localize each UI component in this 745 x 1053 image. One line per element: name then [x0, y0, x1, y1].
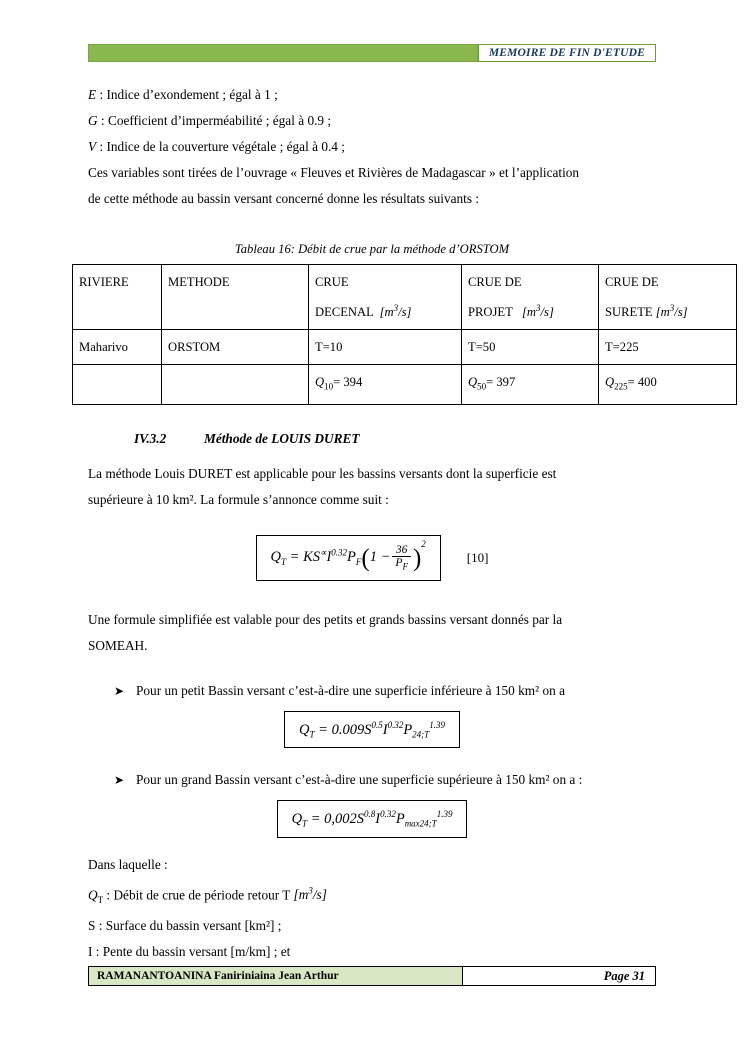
small-basin-formula-row [88, 711, 656, 749]
small-formula-exp-s: 0.5 [371, 719, 383, 730]
main-formula-paren-open: ( [361, 544, 370, 572]
large-basin-formula-row [88, 800, 656, 838]
q10-value: = 394 [333, 375, 363, 390]
cell-crue-projet-period: T=50 [462, 330, 599, 365]
header-crue-projet-line1: CRUE DE [468, 275, 522, 289]
q10-symbol: Q [315, 375, 325, 390]
small-formula-lhs-sub: T [309, 729, 315, 740]
large-formula-i: I [375, 811, 381, 828]
header-crue-projet-line2: PROJET [468, 305, 513, 320]
simplified-formula-line2: SOMEAH. [88, 637, 148, 653]
fraction-denominator-sub: F [402, 561, 408, 572]
small-formula-p-exp: 1.39 [429, 719, 445, 730]
table-header-row [73, 265, 737, 330]
small-formula-p: P [403, 721, 413, 738]
fraction-denominator-symbol: P [395, 556, 403, 569]
main-formula-exp-alpha: ∝ [320, 547, 327, 558]
main-formula-p: P [347, 548, 356, 565]
simplified-formula-line1: Une formule simplifiée est valable pour des petits et grands bassins versant donnés par la [88, 611, 563, 627]
q225-symbol: Q [605, 375, 615, 390]
cell-crue-decenal-period: T=10 [309, 330, 462, 365]
main-formula-lhs: Q [270, 548, 282, 565]
large-formula-exp-s: 0.8 [363, 809, 376, 820]
header-crue-surete-line2: SURETE [605, 305, 653, 320]
cell-crue-projet-value [462, 365, 599, 405]
table-header-crue-decenal [309, 265, 462, 330]
main-formula-fraction [392, 544, 411, 572]
variable-line-E [88, 82, 656, 108]
fraction-numerator: 36 [392, 544, 411, 557]
cell-crue-surete-period: T=225 [599, 330, 737, 365]
section-intro-line2: supérieure à 10 km². La formule s’annonce comme suit : [88, 491, 389, 507]
header-crue-projet-unit: $[m^3/s]$ [515, 303, 554, 320]
cell-methode: ORSTOM [162, 330, 309, 365]
bullet-arrow-icon: ➤ [114, 773, 125, 788]
table-row [73, 330, 737, 365]
variable-desc-E: : Indice d’exondement ; égal à 1 ; [96, 87, 278, 102]
main-formula-exp-i: 0.32 [331, 547, 348, 558]
bullet-large-basin-text: Pour un grand Bassin versant c’est-à-dire une superficie supérieure à 150 km² on a : [136, 772, 583, 788]
q10-subscript: 10 [324, 381, 334, 392]
bullet-arrow-icon: ➤ [114, 683, 125, 698]
legend-qt-unit: $[m^3/s]$ [293, 885, 327, 903]
legend-qt-desc: : Débit de crue de période retour T [103, 887, 294, 903]
q50-symbol: Q [468, 375, 478, 390]
fraction-denominator [392, 557, 411, 572]
small-formula-i: I [382, 721, 388, 738]
bullet-small-basin [88, 679, 656, 703]
header-crue-decenal-line2: DECENAL [315, 305, 374, 320]
variable-symbol-G: G [88, 113, 98, 128]
cell-crue-decenal-value [309, 365, 462, 405]
table-caption: Tableau 16: Débit de crue par la méthode d’ORSTOM [234, 242, 510, 256]
q50-value: = 397 [486, 375, 516, 390]
variable-line-V [88, 134, 656, 160]
footer-page-number: Page 31 [463, 967, 655, 985]
main-formula-p-sub: F [355, 556, 362, 567]
variable-desc-V: : Indice de la couverture végétale ; égal à 0.4 ; [96, 139, 345, 154]
large-formula-p-sub: max24;T [404, 818, 437, 829]
header-title: MEMOIRE DE FIN D'ETUDE [478, 44, 656, 62]
large-formula-lhs: Q [291, 811, 303, 828]
main-formula-lhs-sub: T [281, 556, 287, 567]
variable-line-G [88, 108, 656, 134]
header-crue-surete-line1: CRUE DE [605, 275, 659, 289]
formula-reference-number: [10] [466, 549, 489, 565]
legend-i: I : Pente du bassin versant [m/km] ; et [88, 944, 291, 960]
legend-intro: Dans laquelle : [88, 856, 168, 872]
legend-s: S : Surface du bassin versant [km²] ; [88, 918, 282, 934]
main-formula-paren-close: ) [412, 544, 422, 572]
table-header-crue-projet [462, 265, 599, 330]
small-formula-body: = 0.009S [314, 721, 372, 738]
bullet-large-basin [88, 768, 656, 792]
header-green-bar [88, 44, 478, 62]
page-header [88, 44, 656, 62]
large-formula-lhs-sub: T [302, 818, 308, 829]
large-formula-body: = 0,002S [307, 811, 364, 828]
legend-qt [88, 878, 656, 913]
cell-riviere-empty [73, 365, 162, 405]
orstom-results-table [72, 264, 737, 405]
page-footer [88, 966, 656, 986]
page-content [79, 82, 688, 965]
table-header-methode: METHODE [162, 265, 309, 330]
q50-subscript: 50 [477, 381, 487, 392]
table-row [73, 365, 737, 405]
main-formula-i: I [326, 548, 332, 565]
small-formula-p-sub: 24;T [412, 729, 430, 740]
header-crue-decenal-unit: $[m^3/s]$ [376, 303, 412, 320]
main-formula-row [88, 535, 656, 581]
footer-author: RAMANANTOANINA Faniriniaina Jean Arthur [89, 967, 463, 985]
header-crue-surete-unit: $[m^3/s]$ [655, 303, 688, 320]
main-formula-box [256, 535, 441, 581]
variable-desc-G: : Coefficient d’imperméabilité ; égal à 0.9 ; [97, 113, 332, 128]
small-basin-formula-box [284, 711, 460, 749]
q225-subscript: 225 [614, 381, 628, 392]
section-title: Méthode de LOUIS DURET [204, 430, 360, 446]
section-number: IV.3.2 [134, 430, 167, 446]
main-formula-one-minus: 1 − [369, 548, 391, 565]
variable-symbol-E: E [88, 87, 97, 102]
paragraph-sources-line2: de cette méthode au bassin versant concerné donne les résultats suivants : [88, 191, 480, 206]
main-formula-paren-exponent: 2 [421, 539, 426, 550]
section-heading [88, 431, 656, 447]
bullet-small-basin-text: Pour un petit Bassin versant c’est-à-dire une superficie inférieure à 150 km² on a [136, 682, 565, 698]
table-header-riviere: RIVIERE [73, 265, 162, 330]
paragraph-sources-line1: Ces variables sont tirées de l’ouvrage « Fleuves et Rivières de Madagascar » et l’application [88, 165, 580, 180]
large-formula-p-exp: 1.39 [436, 809, 453, 820]
legend-qt-symbol: Q [88, 887, 98, 903]
header-crue-decenal-line1: CRUE [315, 275, 349, 289]
section-intro-line1: La méthode Louis DURET est applicable pour les bassins versants dont la superficie est [88, 465, 557, 481]
large-basin-formula-box [277, 800, 468, 838]
variable-symbol-V: V [88, 139, 97, 154]
legend-qt-subscript: T [97, 895, 104, 906]
cell-methode-empty [162, 365, 309, 405]
q225-value: = 400 [627, 375, 657, 390]
small-formula-exp-i: 0.32 [387, 719, 404, 730]
large-formula-p: P [395, 811, 405, 828]
small-formula-lhs: Q [299, 721, 310, 738]
large-formula-exp-i: 0.32 [380, 809, 396, 820]
table-header-crue-surete [599, 265, 737, 330]
main-formula-eq: = KS [286, 548, 321, 565]
cell-crue-surete-value [599, 365, 737, 405]
cell-riviere: Maharivo [73, 330, 162, 365]
